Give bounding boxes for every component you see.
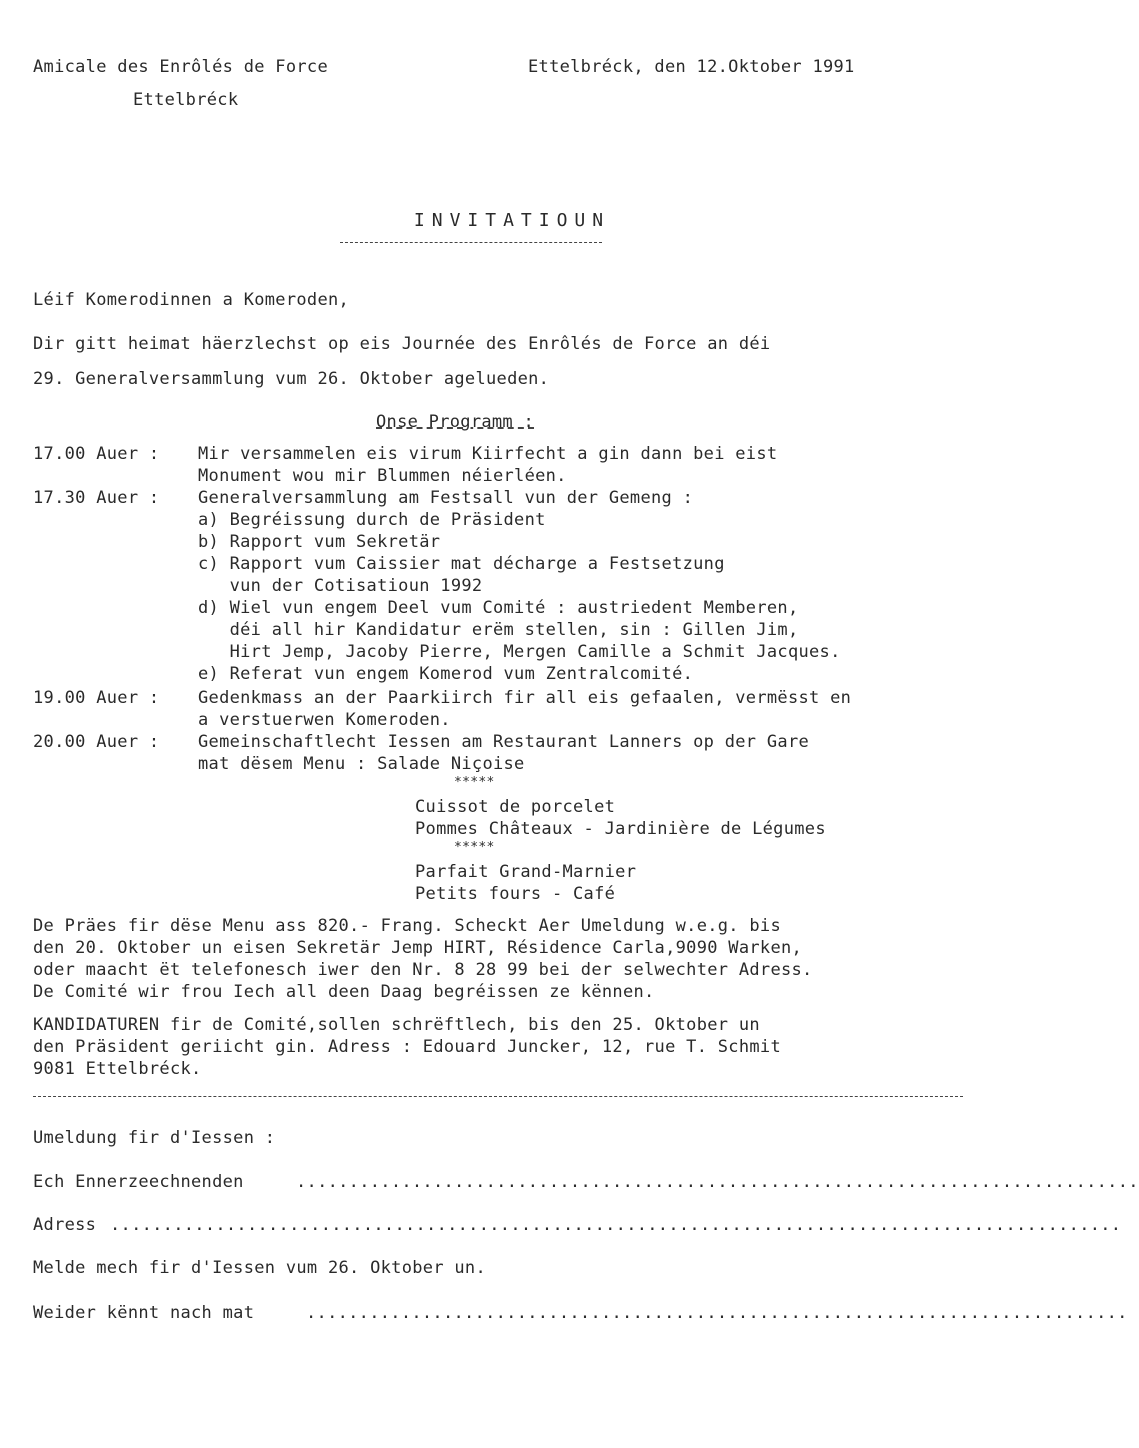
program-text: a verstuerwen Komeroden. [198,710,451,730]
intro-line-2: 29. Generalversammlung vum 26. Oktober agelueden. [33,369,550,389]
companions-field[interactable]: .............................................................................. [306,1303,1128,1323]
organization-town: Ettelbréck [133,90,239,110]
menu-dish: Pommes Châteaux - Jardinière de Légumes [415,819,826,839]
price-text: De Comité wir frou Iech all deen Daag begréissen ze kënnen. [33,982,655,1002]
address-field[interactable]: ................................................................................................ [110,1215,1122,1235]
organization-name: Amicale des Enrôlés de Force [33,57,328,77]
program-time: 17.30 Auer : [33,488,160,508]
address-label: Adress [33,1215,97,1235]
greeting: Léif Komerodinnen a Komeroden, [33,290,350,310]
agenda-item: c) Rapport vum Caissier mat décharge a Festsetzung [198,554,725,574]
agenda-item: a) Begréissung durch de Präsident [198,510,546,530]
menu-separator: ***** [454,840,495,855]
title-underline [340,242,602,243]
registration-statement: Melde mech fir d'Iessen vum 26. Oktober un. [33,1258,486,1278]
signer-label: Ech Ennerzeechnenden [33,1172,244,1192]
program-text: Generalversammlung am Festsall vun der Gemeng : [198,488,694,508]
program-time: 17.00 Auer : [33,444,160,464]
price-text: De Präes fir dëse Menu ass 820.- Frang. Scheckt Aer Umeldung w.e.g. bis [33,916,781,936]
menu-dish: Cuissot de porcelet [415,797,616,817]
agenda-item: déi all hir Kandidatur erëm stellen, sin : Gillen Jim, [198,620,799,640]
menu-separator: ***** [454,775,495,790]
program-text: Gemeinschaftlecht Iessen am Restaurant Lanners op der Gare [198,732,810,752]
cut-line [33,1096,963,1097]
program-text: mat dësem Menu : Salade Niçoise [198,754,525,774]
intro-line-1: Dir gitt heimat häerzlechst op eis Journée des Enrôlés de Force an déi [33,334,771,354]
agenda-item: e) Referat vun engem Komerod vum Zentralcomité. [198,664,694,684]
document-title: INVITATIOUN [413,210,611,231]
program-time: 19.00 Auer : [33,688,160,708]
price-text: oder maacht ët telefonesch iwer den Nr. 8 28 99 bei der selwechter Adress. [33,960,813,980]
agenda-item: vun der Cotisatioun 1992 [198,576,483,596]
agenda-item: d) Wiel vun engem Deel vum Comité : austriedent Memberen, [198,598,799,618]
place-and-date: Ettelbréck, den 12.Oktober 1991 [528,57,855,77]
agenda-item: b) Rapport vum Sekretär [198,532,441,552]
agenda-item: Hirt Jemp, Jacoby Pierre, Mergen Camille a Schmit Jacques. [198,642,841,662]
menu-dish: Petits fours - Café [415,884,616,904]
signer-field[interactable]: ................................................................................ [296,1172,1139,1192]
program-text: Monument wou mir Blummen néierléen. [198,466,567,486]
program-time: 20.00 Auer : [33,732,160,752]
form-heading: Umeldung fir d'Iessen : [33,1128,276,1148]
program-text: Gedenkmass an der Paarkiirch fir all eis gefaalen, vermësst en [198,688,852,708]
candidacy-text: 9081 Ettelbréck. [33,1059,202,1079]
program-heading: Onse Programm : [376,412,535,432]
companions-label: Weider kënnt nach mat [33,1303,255,1323]
candidacy-text: den Präsident geriicht gin. Adress : Edouard Juncker, 12, rue T. Schmit [33,1037,781,1057]
price-text: den 20. Oktober un eisen Sekretär Jemp HIRT, Résidence Carla,9090 Warken, [33,938,803,958]
program-text: Mir versammelen eis virum Kiirfecht a gin dann bei eist [198,444,778,464]
candidacy-text: KANDIDATUREN fir de Comité,sollen schrëftlech, bis den 25. Oktober un [33,1015,760,1035]
menu-dish: Parfait Grand-Marnier [415,862,637,882]
